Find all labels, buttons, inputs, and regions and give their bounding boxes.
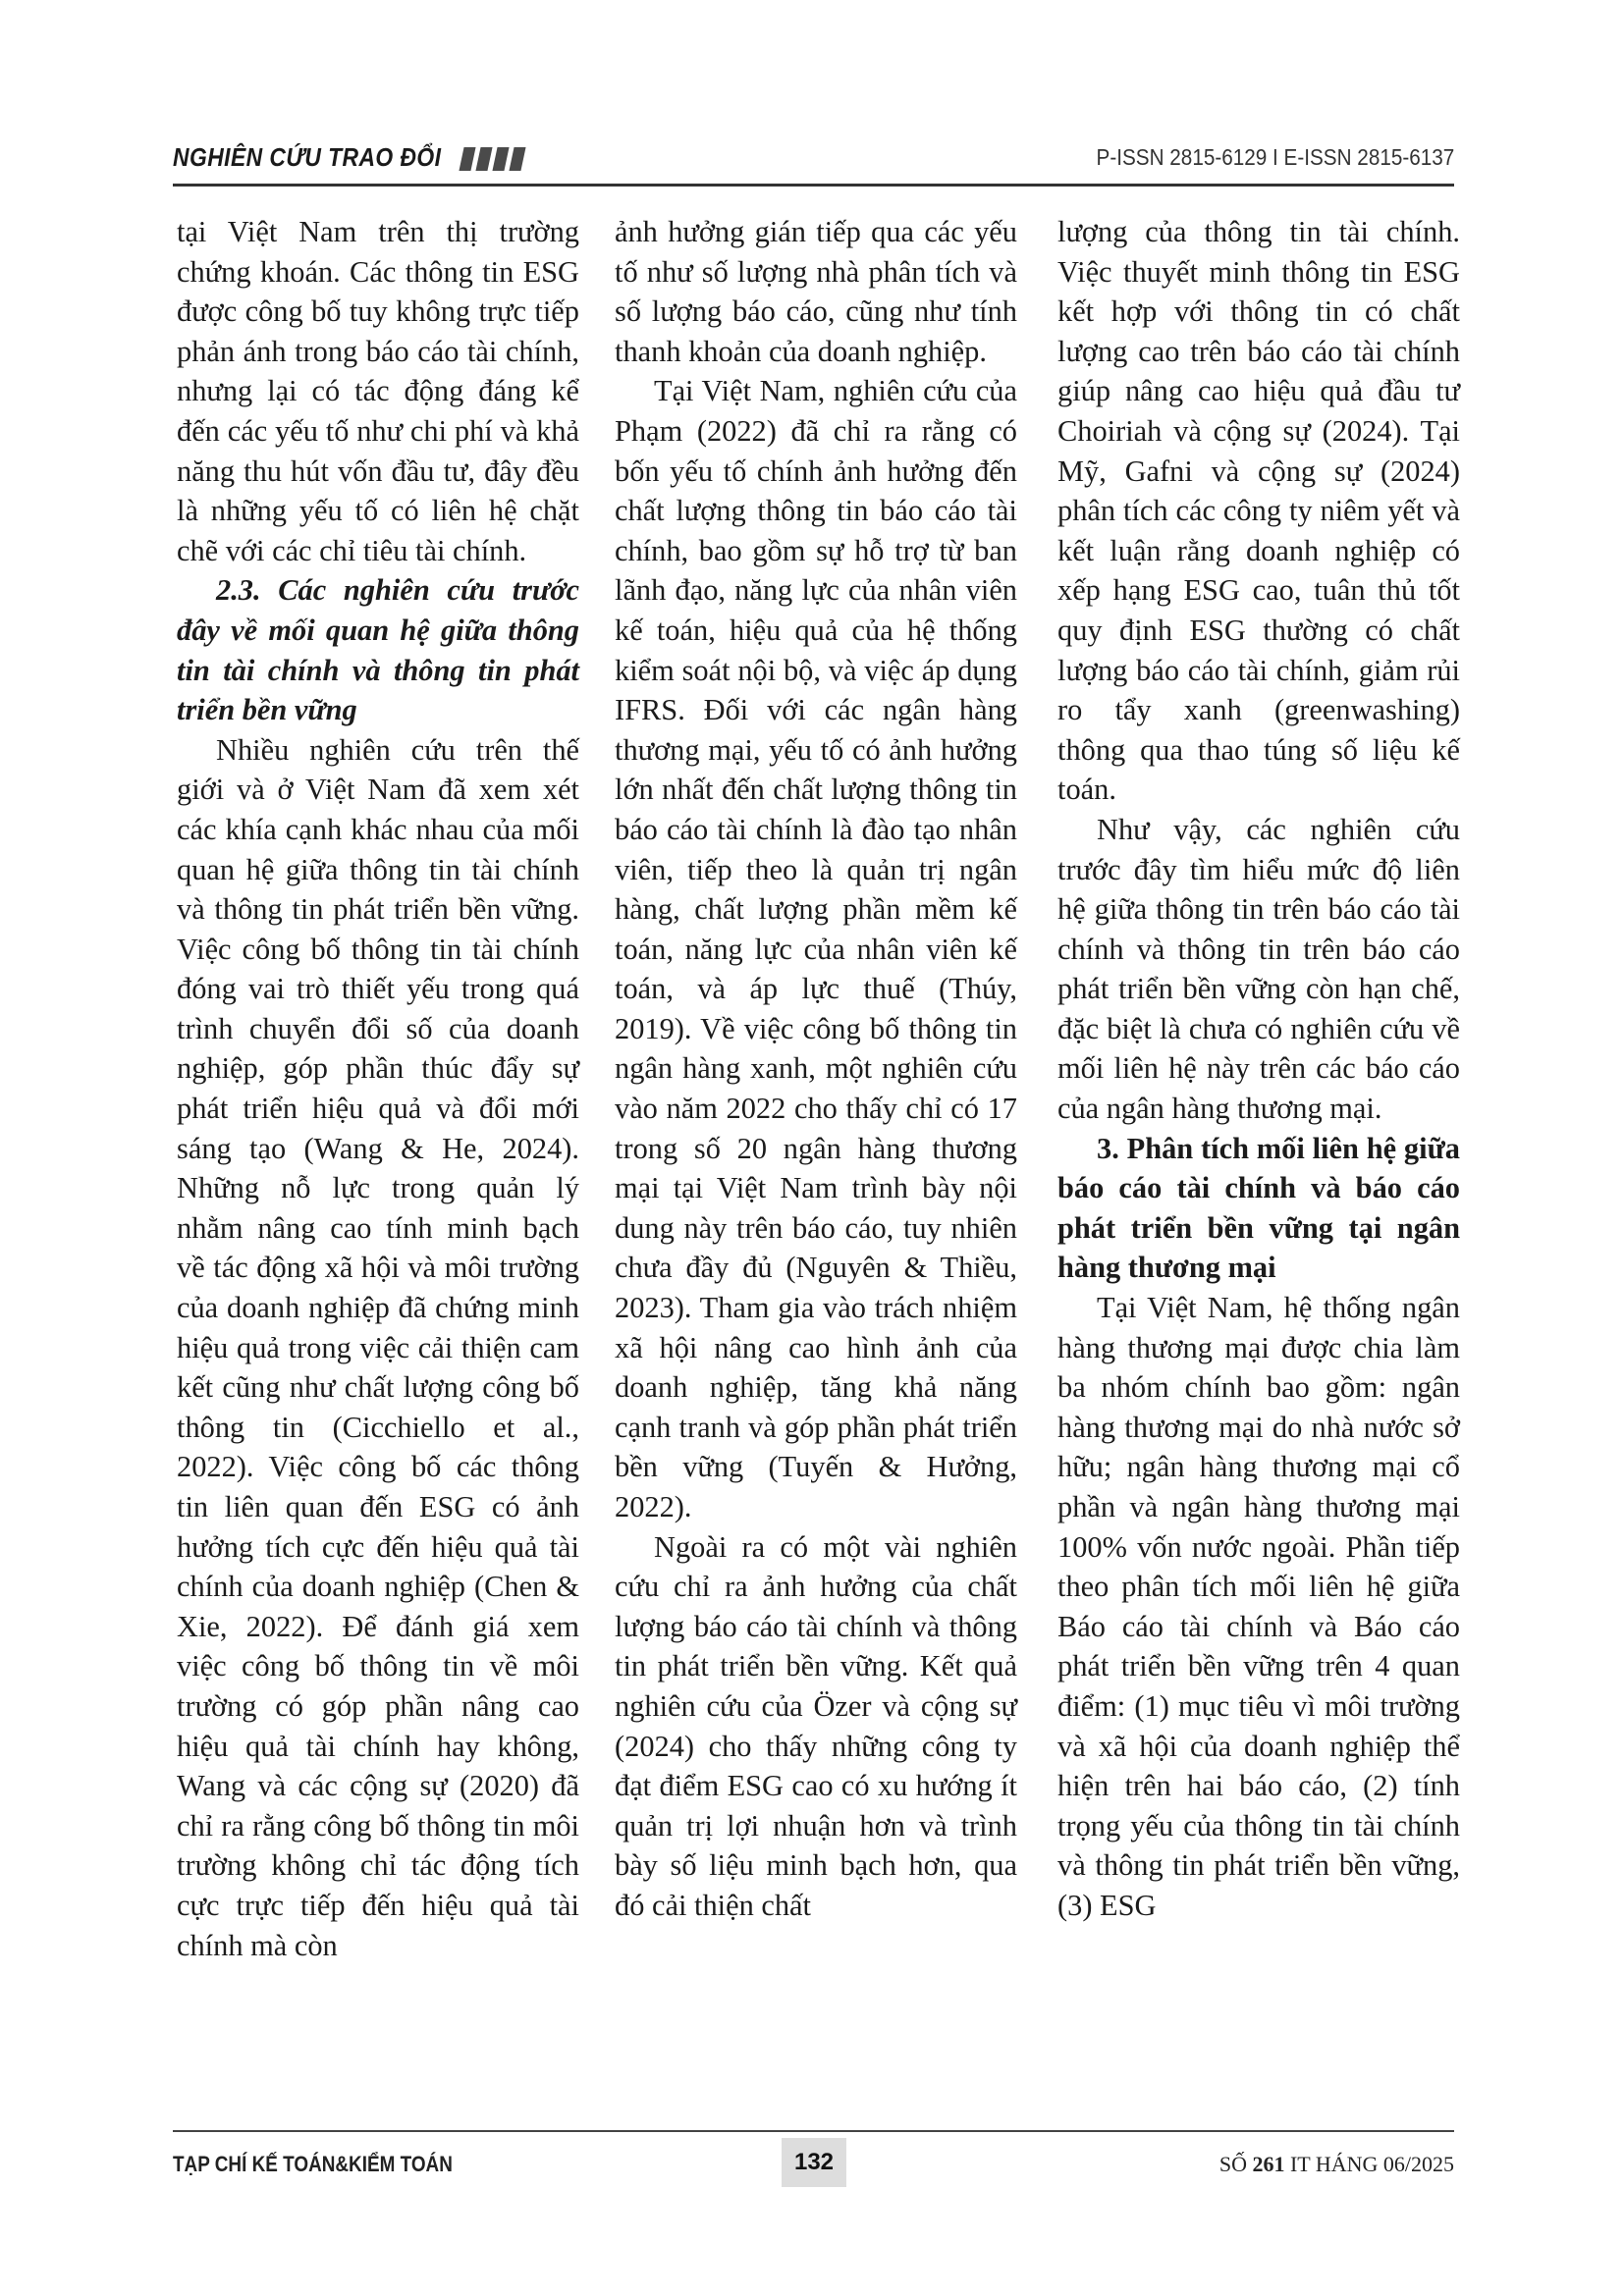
issue-info <box>1219 2152 1454 2177</box>
issue-date: IT HÁNG 06/2025 <box>1289 2152 1454 2176</box>
paragraph: lượng của thông tin tài chính. Việc thuyết minh thông tin ESG kết hợp với thông tin có chất lượng cao trên báo cáo tài chính giúp nâng cao hiệu quả đầu tư Choiriah và cộng sự (2024). Tại Mỹ, Gafni và cộng sự (2024) phân tích các công ty niêm yết và kết luận rằng doanh nghiệp có xếp hạng ESG cao, tuân thủ tốt quy định ESG thường có chất lượng báo cáo tài chính, giảm rủi ro tẩy xanh (greenwashing) thông qua thao túng số liệu kế toán. <box>1057 215 1460 807</box>
paragraph: Nhiều nghiên cứu trên thế giới và ở Việt Nam đã xem xét các khía cạnh khác nhau của mối quan hệ giữa thông tin tài chính và thông tin phát triển bền vững. Việc công bố thông tin tài chính đóng vai trò thiết yếu trong quá trình chuyển đổi số của doanh nghiệp, góp phần thúc đẩy sự phát triển hiệu quả và đổi mới sáng tạo (Wang & He, 2024). Những nỗ lực trong quản lý nhằm nâng cao tính minh bạch về tác động xã hội và môi trường của doanh nghiệp đã chứng minh hiệu quả trong việc cải thiện cam kết cũng như chất lượng công bố thông tin (Cicchiello et al., 2022). Việc công bố các thông tin liên quan đến ESG có ảnh hưởng tích cực đến hiệu quả tài chính của doanh nghiệp (Chen & Xie, 2022). Để đánh giá xem việc công bố thông tin về môi trường có góp phần nâng cao hiệu quả tài chính hay không, Wang và các cộng sự (2020) đã chỉ ra rằng công bố thông tin môi trường không chỉ tác động tích cực trực tiếp đến hiệu quả tài chính mà còn <box>177 732 579 1962</box>
footer-rule <box>173 2130 1454 2132</box>
paragraph: Ngoài ra có một vài nghiên cứu chỉ ra ảnh hưởng của chất lượng báo cáo tài chính và thông tin phát triển bền vững. Kết quả nghiên cứu của Özer và cộng sự (2024) cho thấy những công ty đạt điểm ESG cao có xu hướng ít quản trị lợi nhuận hơn và trình bày số liệu minh bạch hơn, qua đó cải thiện chất <box>615 1529 1017 1922</box>
column-2 <box>615 212 1017 1926</box>
journal-name: TẠP CHÍ KẾ TOÁN&KIỂM TOÁN <box>173 2152 453 2176</box>
column-1 <box>177 212 579 1965</box>
section-heading: 3. Phân tích mối liên hệ giữa báo cáo tài chính và báo cáo phát triển bền vững tại ngân hàng thương mại <box>1057 1131 1460 1285</box>
subsection-heading: 2.3. Các nghiên cứu trước đây về mối quan hệ giữa thông tin tài chính và thông tin phát triển bền vững <box>177 573 579 727</box>
issue-number: 261 <box>1252 2152 1285 2176</box>
issn-label: P-ISSN 2815-6129 I E-ISSN 2815-6137 <box>1096 144 1454 170</box>
page-number-box <box>782 2138 846 2187</box>
issue-label: SỐ <box>1218 2152 1247 2176</box>
column-3 <box>1057 212 1460 1926</box>
page-header <box>173 142 1454 182</box>
paragraph: Như vậy, các nghiên cứu trước đây tìm hiểu mức độ liên hệ giữa thông tin trên báo cáo tài chính và thông tin trên báo cáo phát triển bền vững còn hạn chế, đặc biệt là chưa có nghiên cứu về mối liên hệ này trên các báo cáo của ngân hàng thương mại. <box>1057 812 1460 1126</box>
header-rule <box>173 184 1454 187</box>
page-number: 132 <box>793 2149 835 2175</box>
paragraph: Tại Việt Nam, hệ thống ngân hàng thương mại được chia làm ba nhóm chính bao gồm: ngân hàng thương mại do nhà nước sở hữu; ngân hàng thương mại cổ phần và ngân hàng thương mại 100% vốn nước ngoài. Phần tiếp theo phân tích mối liên hệ giữa Báo cáo tài chính và Báo cáo phát triển bền vững trên 4 quan điểm: (1) mục tiêu vì môi trường và xã hội của doanh nghiệp thể hiện trên hai báo cáo, (2) tính trọng yếu của thông tin tài chính và thông tin phát triển bền vững, (3) ESG <box>1057 1291 1460 1922</box>
paragraph: tại Việt Nam trên thị trường chứng khoán. Các thông tin ESG được công bố tuy không trực tiếp phản ánh trong báo cáo tài chính, nhưng lại có tác động đáng kể đến các yếu tố như chi phí và khả năng thu hút vốn đầu tư, đây đều là những yếu tố có liên hệ chặt chẽ với các chỉ tiêu tài chính. <box>177 215 579 567</box>
page-footer <box>173 2138 1454 2197</box>
paragraph: ảnh hưởng gián tiếp qua các yếu tố như số lượng nhà phân tích và số lượng báo cáo, cũng như tính thanh khoản của doanh nghiệp. <box>615 215 1017 368</box>
paragraph: Tại Việt Nam, nghiên cứu của Phạm (2022) đã chỉ ra rằng có bốn yếu tố chính ảnh hưởng đến chất lượng thông tin báo cáo tài chính, bao gồm sự hỗ trợ từ ban lãnh đạo, năng lực của nhân viên kế toán, hiệu quả của hệ thống kiểm soát nội bộ, và việc áp dụng IFRS. Đối với các ngân hàng thương mại, yếu tố có ảnh hưởng lớn nhất đến chất lượng thông tin báo cáo tài chính là đào tạo nhân viên, tiếp theo là quản trị ngân hàng, chất lượng phần mềm kế toán, năng lực của nhân viên kế toán, và áp lực thuế (Thúy, 2019). Về việc công bố thông tin ngân hàng xanh, một nghiên cứu vào năm 2022 cho thấy chỉ có 17 trong số 20 ngân hàng thương mại tại Việt Nam trình bày nội dung này trên báo cáo, tuy nhiên chưa đầy đủ (Nguyên & Thiều, 2023). Tham gia vào trách nhiệm xã hội nâng cao hình ảnh của doanh nghiệp, tăng khả năng cạnh tranh và góp phần phát triển bền vững (Tuyến & Hưởng, 2022). <box>615 374 1017 1523</box>
section-label: NGHIÊN CỨU TRAO ĐỔI <box>173 142 442 172</box>
header-bars-decoration <box>461 147 528 176</box>
